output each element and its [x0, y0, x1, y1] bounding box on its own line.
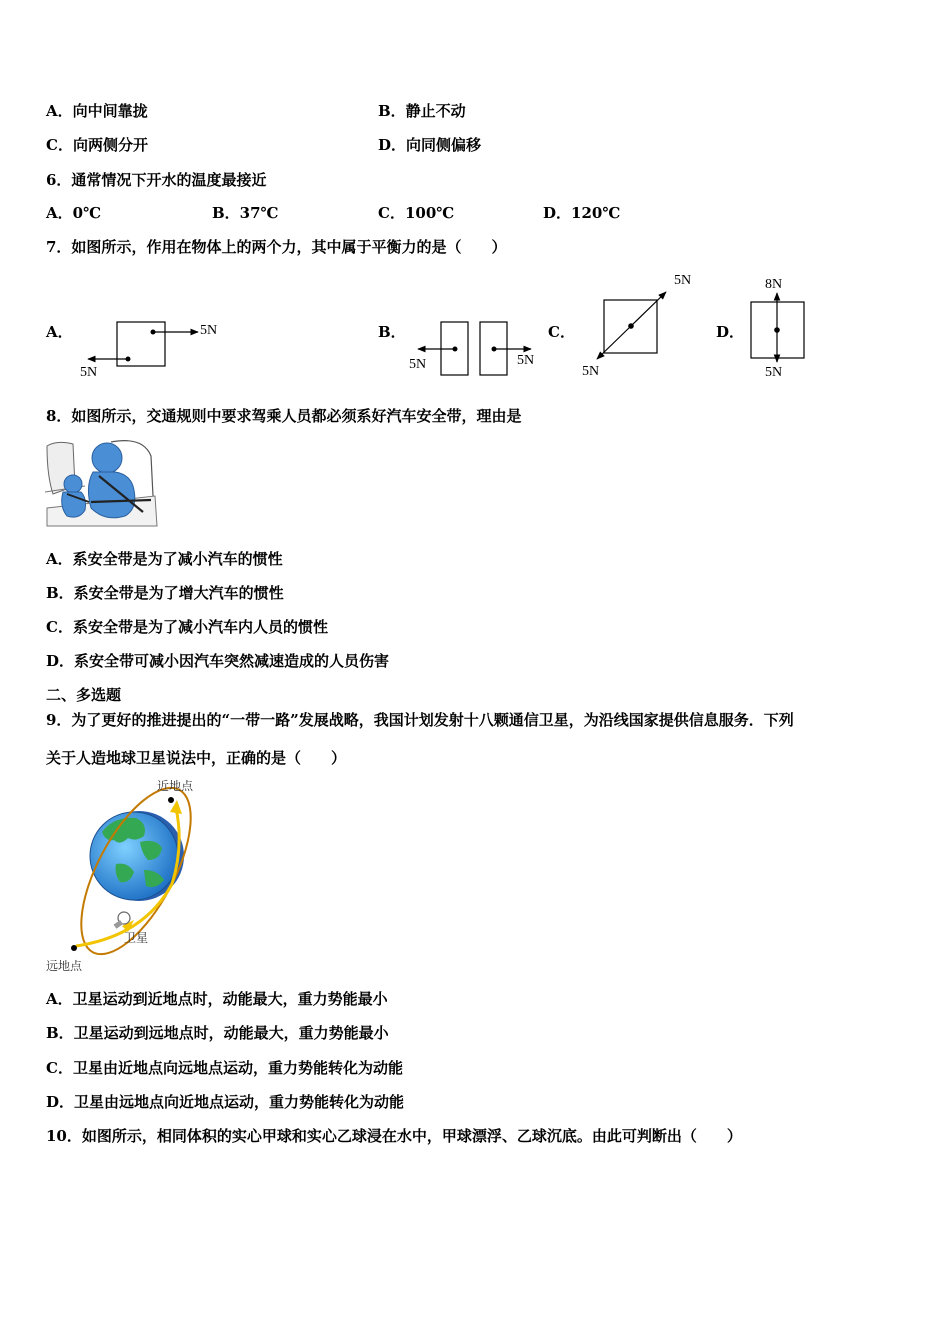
q9-stem-line1: 9．为了更好的推进提出的“一带一路”发展战略，我国计划发射十八颗通信卫星，为沿线国家提供信息服务．下列	[46, 711, 794, 729]
q8-option-a: A．系安全带是为了减小汽车的惯性	[46, 550, 283, 568]
q7-a-right-label: 5N	[200, 323, 218, 338]
q7-a-left-label: 5N	[80, 365, 98, 380]
q7-option-c-letter: C．	[548, 323, 575, 341]
q6-option-b: B．37℃	[212, 204, 279, 222]
q7-diagram-a	[80, 322, 217, 380]
q8-stem: 8．如图所示，交通规则中要求驾乘人员都必须系好汽车安全带，理由是	[46, 407, 522, 425]
q7-force-diagrams	[0, 262, 950, 392]
q7-option-d-letter: D．	[716, 323, 745, 341]
q10-stem: 10．如图所示，相同体积的实心甲球和实心乙球浸在水中，甲球漂浮、乙球沉底。由此可判断出（ ）	[46, 1127, 742, 1145]
q9-stem-line2: 关于人造地球卫星说法中，正确的是（ ）	[46, 749, 347, 767]
q8-option-c: C．系安全带是为了减小汽车内人员的惯性	[46, 618, 328, 636]
q7-b-left-label: 5N	[409, 357, 427, 372]
q5-option-c: C．向两侧分开	[46, 136, 148, 154]
q7-diagram-c	[582, 273, 691, 379]
q6-option-a: A．0℃	[46, 204, 102, 222]
q7-stem: 7．如图所示，作用在物体上的两个力，其中属于平衡力的是（ ）	[46, 238, 507, 256]
apogee-label: 远地点	[46, 959, 83, 973]
q8-option-b: B．系安全带是为了增大汽车的惯性	[46, 584, 284, 602]
seatbelt-illustration	[45, 436, 160, 528]
perigee-label: 近地点	[157, 779, 194, 793]
section-title-multiple-choice: 二、多选题	[46, 686, 122, 704]
q9-option-a: A．卫星运动到近地点时，动能最大，重力势能最小	[46, 990, 388, 1008]
q5-option-b: B．静止不动	[378, 102, 466, 120]
q7-option-a-letter: A．	[46, 323, 73, 341]
satellite-label: 卫星	[124, 931, 149, 945]
q7-d-bottom-label: 5N	[765, 365, 783, 380]
q7-diagram-b	[409, 322, 534, 375]
q7-diagram-d	[751, 277, 804, 380]
q7-c-bottom-label: 5N	[582, 364, 600, 379]
q9-option-c: C．卫星由近地点向远地点运动，重力势能转化为动能	[46, 1059, 403, 1077]
q6-option-d: D．120℃	[543, 204, 621, 222]
q9-option-b: B．卫星运动到远地点时，动能最大，重力势能最小	[46, 1024, 389, 1042]
q5-option-d: D．向同侧偏移	[378, 136, 482, 154]
q7-d-top-label: 8N	[765, 277, 783, 292]
q7-option-b-letter: B．	[378, 323, 406, 341]
satellite-orbit-figure	[44, 776, 214, 976]
q6-stem: 6．通常情况下开水的温度最接近	[46, 171, 267, 189]
q6-option-c: C．100℃	[378, 204, 455, 222]
q5-option-a: A．向中间靠拢	[46, 102, 148, 120]
q7-b-right-label: 5N	[517, 353, 535, 368]
q7-c-top-label: 5N	[674, 273, 692, 288]
q8-option-d: D．系安全带可减小因汽车突然减速造成的人员伤害	[46, 652, 390, 670]
q9-option-d: D．卫星由远地点向近地点运动，重力势能转化为动能	[46, 1093, 405, 1111]
